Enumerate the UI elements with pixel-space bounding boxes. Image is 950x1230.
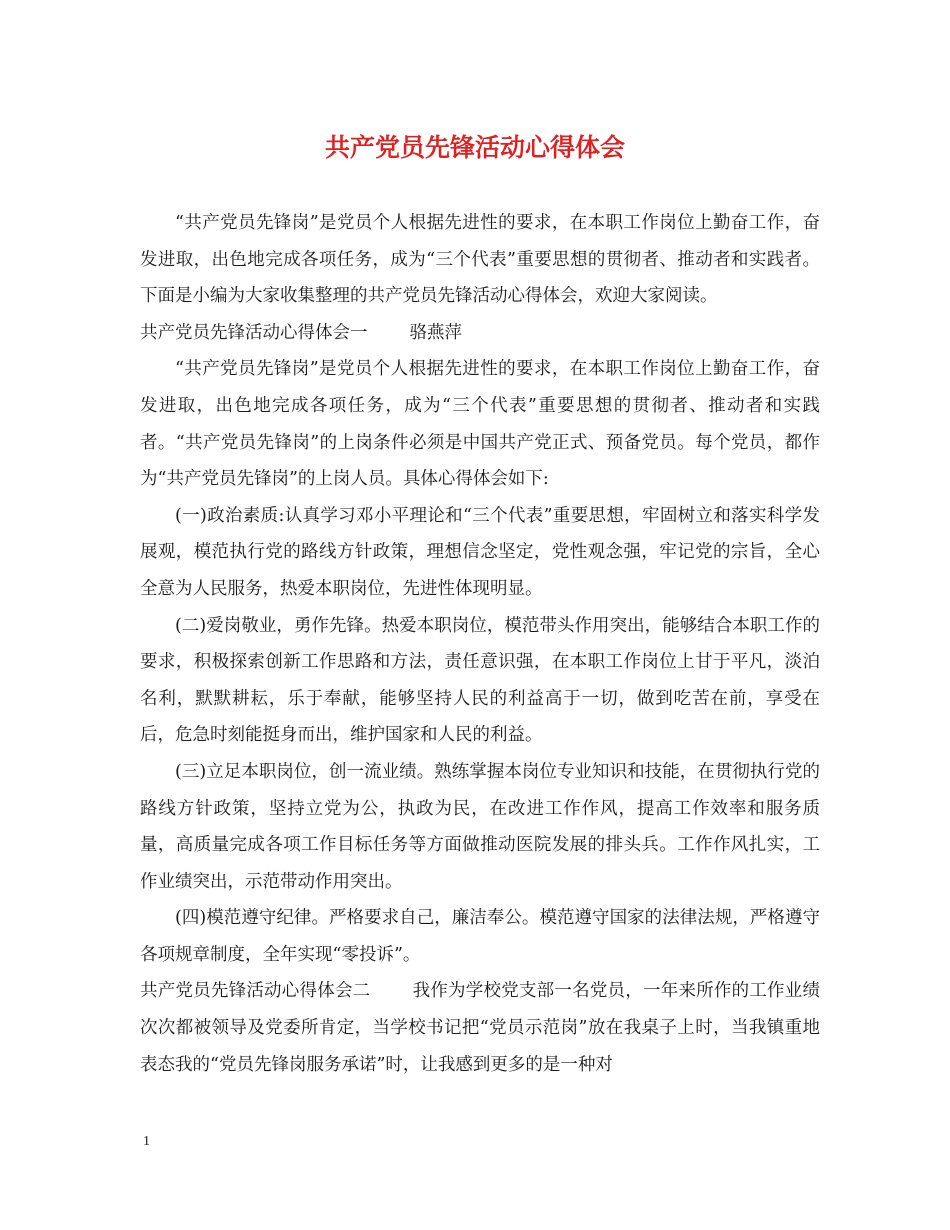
- section-1-paragraph: “共产党员先锋岗”是党员个人根据先进性的要求，在本职工作岗位上勤奋工作，奋发进取，出色地完成各项任务，成为“三个代表”重要思想的贯彻者、推动者和实践者。“共产党员先锋岗”的上岗条件必须是中国共产党正式、预备党员。每个党员，都作为“共产党员先锋岗”的上岗人员。具体心得体会如下:: [140, 359, 820, 490]
- section-1-paragraph: (一)政治素质:认真学习邓小平理论和“三个代表”重要思想，牢固树立和落实科学发展观，模范执行党的路线方针政策，理想信念坚定，党性观念强，牢记党的宗旨，全心全意为人民服务，热爱本职岗位，先进性体现明显。: [140, 505, 820, 599]
- section-1-paragraph: (三)立足本职岗位，创一流业绩。熟练掌握本岗位专业知识和技能，在贯彻执行党的路线方针政策，坚持立党为公，执政为民，在改进工作作风，提高工作效率和服务质量，高质量完成各项工作目标任务等方面做推动医院发展的排头兵。工作作风扎实，工作业绩突出，示范带动作用突出。: [140, 761, 820, 892]
- intro-paragraph: “共产党员先锋岗”是党员个人根据先进性的要求，在本职工作岗位上勤奋工作，奋发进取，出色地完成各项任务，成为“三个代表”重要思想的贯彻者、推动者和实践者。下面是小编为大家收集整理的共产党员先锋活动心得体会，欢迎大家阅读。: [140, 213, 820, 307]
- section-1-author: 骆燕萍: [409, 322, 462, 343]
- document-body: [140, 205, 820, 1083]
- section-1-paragraph: (二)爱岗敬业，勇作先锋。热爱本职岗位，模范带头作用突出，能够结合本职工作的要求，积极探索创新工作思路和方法，责任意识强，在本职工作岗位上甘于平凡，淡泊名利，默默耕耘，乐于奉献，能够坚持人民的利益高于一切，做到吃苦在前，享受在后，危急时刻能挺身而出，维护国家和人民的利益。: [140, 615, 820, 746]
- section-1-heading-line: [140, 315, 820, 352]
- page-number: 1: [143, 1134, 150, 1149]
- document-title: 共产党员先锋活动心得体会: [324, 133, 625, 162]
- section-2-text: 我作为学校党支部一名党员，一年来所作的工作业绩次次都被领导及党委所肯定，当学校书记把“党员示范岗”放在我桌子上时，当我镇重地表态我的“党员先锋岗服务承诺”时，让我感到更多的是一种对: [140, 981, 821, 1075]
- section-1-heading: 共产党员先锋活动心得体会一: [140, 322, 368, 343]
- section-1-paragraph: (四)模范遵守纪律。严格要求自己，廉洁奉公。模范遵守国家的法律法规，严格遵守各项规章制度，全年实现“零投诉”。: [140, 908, 820, 965]
- section-2-paragraph: [140, 973, 820, 1083]
- section-2-heading: 共产党员先锋活动心得体会二: [140, 981, 371, 1002]
